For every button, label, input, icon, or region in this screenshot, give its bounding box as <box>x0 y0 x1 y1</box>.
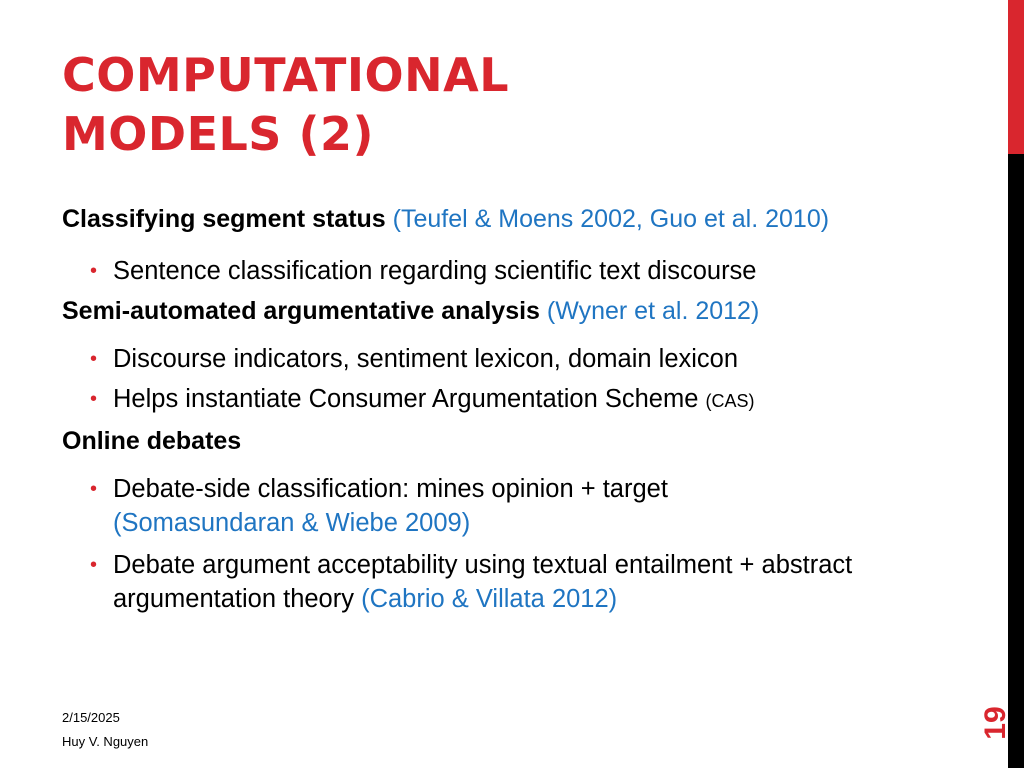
section-heading-line <box>62 202 942 236</box>
bullet-dot-icon: • <box>90 478 98 500</box>
bullet-dot-icon: • <box>90 388 98 410</box>
citation: (Wyner et al. 2012) <box>546 297 760 325</box>
sidebar-accent-black <box>1008 154 1024 768</box>
sidebar-accent-red <box>1008 0 1024 154</box>
bullet-text: Sentence classification regarding scientific text discourse <box>113 257 757 285</box>
bullet-item <box>62 382 942 418</box>
title-line-2: MODELS (2) <box>62 107 374 161</box>
bullet-text: Debate argument acceptability using textual entailment + abstract argumentation theory <box>113 551 853 613</box>
bullet-item <box>62 472 942 540</box>
bullet-item <box>62 342 942 376</box>
citation: (Somasundaran & Wiebe 2009) <box>113 509 471 537</box>
slide-title <box>62 46 509 164</box>
citation: (Cabrio & Villata 2012) <box>361 585 618 613</box>
slide-body <box>62 202 942 616</box>
bullet-dot-icon: • <box>90 260 98 282</box>
bullet-dot-icon: • <box>90 554 98 576</box>
slide-number: 19 <box>979 706 1012 740</box>
abbreviation: (CAS) <box>705 391 755 411</box>
bullet-text: Helps instantiate Consumer Argumentation Scheme <box>113 385 699 413</box>
section-heading-line <box>62 424 942 458</box>
bullet-text: Debate-side classification: mines opinion + target <box>113 475 668 503</box>
bullet-dot-icon: • <box>90 348 98 370</box>
bullet-text: Discourse indicators, sentiment lexicon, domain lexicon <box>113 345 739 373</box>
section-heading: Classifying segment status <box>62 205 386 233</box>
section-heading: Online debates <box>62 427 242 455</box>
section-heading-line <box>62 294 942 328</box>
bullet-item <box>62 254 942 288</box>
footer-author: Huy V. Nguyen <box>62 734 149 749</box>
bullet-item <box>62 548 942 616</box>
citation: (Teufel & Moens 2002, Guo et al. 2010) <box>392 205 830 233</box>
title-line-1: COMPUTATIONAL <box>62 48 510 102</box>
section-heading: Semi-automated argumentative analysis <box>62 297 540 325</box>
footer-date: 2/15/2025 <box>62 710 120 725</box>
